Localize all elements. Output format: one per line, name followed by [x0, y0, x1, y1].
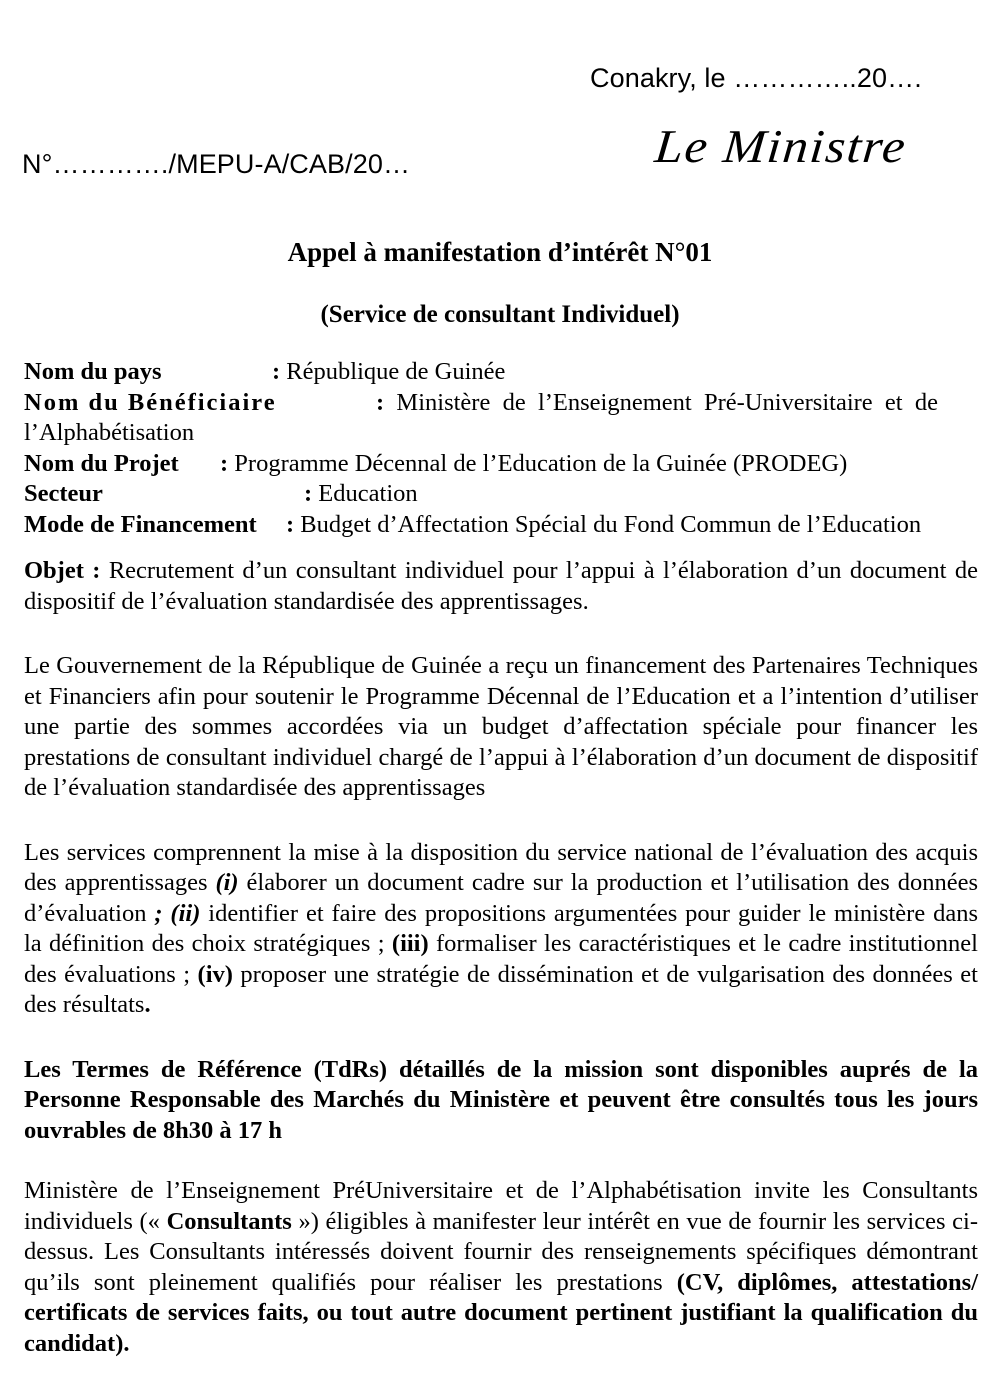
services-text-ii: identifier et faire des propositions argumentées pour guider le ministère dans la définition des choix stratégiques ; [24, 899, 979, 957]
paragraph-financing: Le Gouvernement de la République de Guinée a reçu un financement des Partenaires Techniques et Financiers afin pour soutenir le Programme Décennal de l’Education et a l’intention d’utiliser une partie des sommes accordées via un budget d’affectation spéciale pour financer les prestations de consultant individuel chargé de l’appui à l’élaboration d’un document de dispositif de l’évaluation standardisée des apprentissages [24, 652, 978, 801]
services-intro: Les services comprennent la mise à la disposition du service national de l’évaluation des acquis des apprentissages [24, 838, 978, 896]
project-metadata [24, 357, 978, 540]
page-title: Appel à manifestation d’intérêt N°01 [287, 237, 713, 267]
meta-row-financing-mode [24, 510, 978, 541]
letter-header [0, 0, 1000, 215]
objet-text: Recrutement d’un consultant individuel pour l’appui à l’élaboration d’un document de dispositif de l’évaluation standardisée des apprentissages. [24, 557, 978, 615]
meta-label-country: Nom du pays [24, 358, 162, 385]
meta-value-beneficiary: Ministère de l’Enseignement Pré-Universitaire et de [384, 388, 938, 416]
services-text-i: élaborer un document cadre sur la production et l’utilisation des données d’évaluation [24, 869, 978, 927]
meta-label-project: Nom du Projet [24, 449, 179, 477]
meta-separator-sector: : [304, 480, 313, 507]
meta-separator-financing-mode: : [286, 510, 295, 538]
document-body [24, 556, 978, 1385]
meta-value-financing-mode: Budget d’Affectation Spécial du Fond Commun de l’Education [294, 510, 922, 538]
meta-row-country [24, 357, 978, 388]
meta-separator-project: : [220, 449, 229, 477]
meta-row-project [24, 449, 978, 480]
invite-part2: ») éligibles à manifester leur intérêt en vue de fournir les services ci-dessus. Les Consultants intéressés doivent fournir des renseignements spécifiques démontrant qu’ils sont pleinement qualifiés pour réaliser les prestations [24, 1207, 978, 1296]
meta-row-sector [24, 479, 978, 510]
paragraph-tdr: Les Termes de Référence (TdRs) détaillés de la mission sont disponibles auprés de la Personne Responsable des Marchés du Ministère et peuvent être consultés tous les jours ouvrables de 8h30 à 17 h [24, 1055, 978, 1144]
services-text-iv: proposer une stratégie de dissémination et de vulgarisation des données et des résultats [24, 960, 978, 1018]
invite-bold-tail: (CV, diplômes, attestations/ certificats de services faits, ou tout autre document pertinent justifiant la qualification du candidat). [24, 1268, 978, 1357]
paragraph-services [24, 838, 978, 1021]
services-text-iii: formaliser les caractéristiques et le cadre institutionnel des évaluations ; [24, 930, 978, 988]
services-roman-ii: ; (ii) [154, 899, 201, 927]
invite-bold-consultants: Consultants [166, 1207, 292, 1235]
objet-label: Objet : [24, 557, 101, 584]
meta-separator-country: : [272, 358, 281, 385]
meta-value-project: Programme Décennal de l’Education de la Guinée (PRODEG) [228, 449, 848, 477]
services-roman-iv: (iv) [197, 960, 233, 988]
paragraph-invitation [24, 1176, 978, 1359]
paragraph-objet [24, 556, 978, 617]
meta-separator-beneficiary: : [376, 388, 385, 416]
meta-row-beneficiary [24, 388, 978, 419]
meta-value-beneficiary-cont-line [24, 418, 978, 449]
services-roman-i: (i) [215, 869, 239, 896]
meta-value-beneficiary-cont: l’Alphabétisation [24, 419, 195, 446]
meta-label-financing-mode: Mode de Financement [24, 510, 257, 538]
meta-value-country: République de Guinée [280, 358, 506, 385]
page-subtitle: (Service de consultant Individuel) [320, 301, 680, 328]
services-end-period: . [144, 991, 151, 1018]
invite-part1: Ministère de l’Enseignement PréUniversitaire et de l’Alphabétisation invite les Consultants individuels (« [24, 1177, 978, 1235]
meta-label-sector: Secteur [24, 480, 103, 507]
reference-number: N°…………./MEPU-A/CAB/20… [22, 149, 411, 179]
minister-signature-title: Le Ministre [652, 121, 909, 173]
services-roman-iii: (iii) [391, 930, 429, 957]
place-and-date: Conakry, le …………..20…. [590, 63, 922, 93]
meta-label-beneficiary: Nom du Bénéficiaire [24, 388, 277, 416]
meta-value-sector: Education [312, 480, 418, 507]
